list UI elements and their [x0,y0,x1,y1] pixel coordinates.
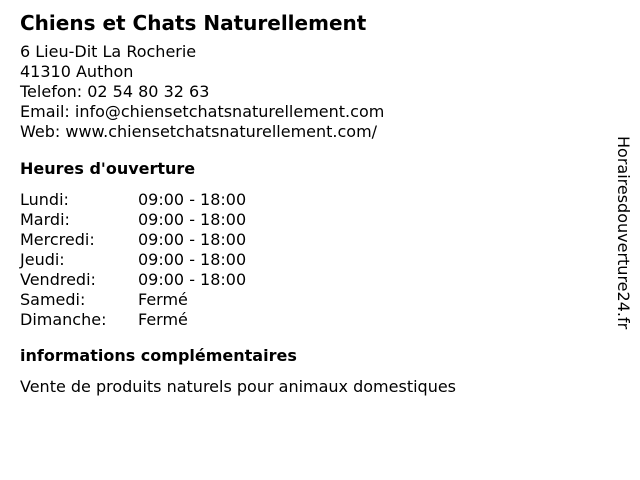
hours-row-tuesday [20,210,610,230]
time-value: 09:00 - 18:00 [138,190,247,209]
hours-row-friday [20,270,610,290]
time-value: 09:00 - 18:00 [138,210,247,229]
address-street: 6 Lieu-Dit La Rocherie [20,42,197,61]
day-label: Samedi: [20,290,86,309]
hours-row-monday [20,190,610,210]
time-value: Fermé [138,310,188,329]
business-card [20,10,610,397]
website-link[interactable]: Web: www.chiensetchatsnaturellement.com/ [20,122,378,141]
address-city: 41310 Authon [20,62,134,81]
day-label: Lundi: [20,190,69,209]
contact-block [20,42,610,142]
time-value: 09:00 - 18:00 [138,230,247,249]
additional-info-text: Vente de produits naturels pour animaux domestiques [20,377,457,396]
day-label: Dimanche: [20,310,107,329]
additional-info-heading: informations complémentaires [20,346,297,365]
opening-hours-table [20,190,610,330]
time-value: Fermé [138,290,188,309]
phone-number[interactable]: Telefon: 02 54 80 32 63 [20,82,210,101]
email-link[interactable]: Email: info@chiensetchatsnaturellement.com [20,102,385,121]
time-value: 09:00 - 18:00 [138,270,247,289]
watermark-text: Horairesdouverture24.fr [614,136,633,330]
day-label: Mercredi: [20,230,95,249]
hours-row-wednesday [20,230,610,250]
day-label: Jeudi: [20,250,65,269]
time-value: 09:00 - 18:00 [138,250,247,269]
hours-row-sunday [20,310,610,330]
day-label: Vendredi: [20,270,96,289]
day-label: Mardi: [20,210,70,229]
hours-row-thursday [20,250,610,270]
hours-row-saturday [20,290,610,310]
business-name: Chiens et Chats Naturellement [20,11,367,35]
opening-hours-heading: Heures d'ouverture [20,159,196,178]
